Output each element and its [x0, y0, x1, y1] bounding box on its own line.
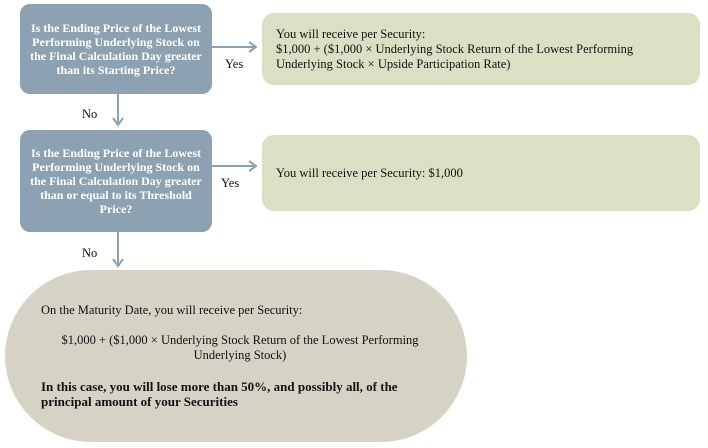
final-outcome-box	[5, 270, 467, 442]
question-1-text: Is the Ending Price of the Lowest Performing Underlying Stock on the Final Calculation Day greater than its Starting Price?	[30, 21, 202, 77]
final-warning: In this case, you will lose more than 50%, and possibly all, of the principal amount of your Securities	[41, 379, 398, 409]
result-1-line2: $1,000 + ($1,000 × Underlying Stock Return of the Lowest Performing Underlying Stock × Upside Participation Rate)	[276, 41, 634, 71]
no-label-1: No	[82, 107, 98, 121]
result-2-line1: You will receive per Security: $1,000	[276, 165, 463, 180]
question-2-text: Is the Ending Price of the Lowest Performing Underlying Stock on the Final Calculation Day greater than or equal to its Threshold Price?	[30, 146, 202, 216]
result-1-line1: You will receive per Security:	[276, 26, 426, 41]
no-label-2: No	[82, 246, 98, 260]
yes-label-1: Yes	[225, 57, 244, 71]
final-formula: $1,000 + ($1,000 × Underlying Stock Return of the Lowest Performing Underlying Stock)	[61, 333, 419, 362]
final-intro: On the Maturity Date, you will receive per Security:	[41, 303, 303, 317]
yes-label-2: Yes	[221, 176, 240, 190]
result-box-2	[262, 135, 700, 211]
result-box-1	[262, 13, 700, 85]
question-box-2	[20, 130, 212, 232]
question-box-1	[20, 4, 212, 94]
